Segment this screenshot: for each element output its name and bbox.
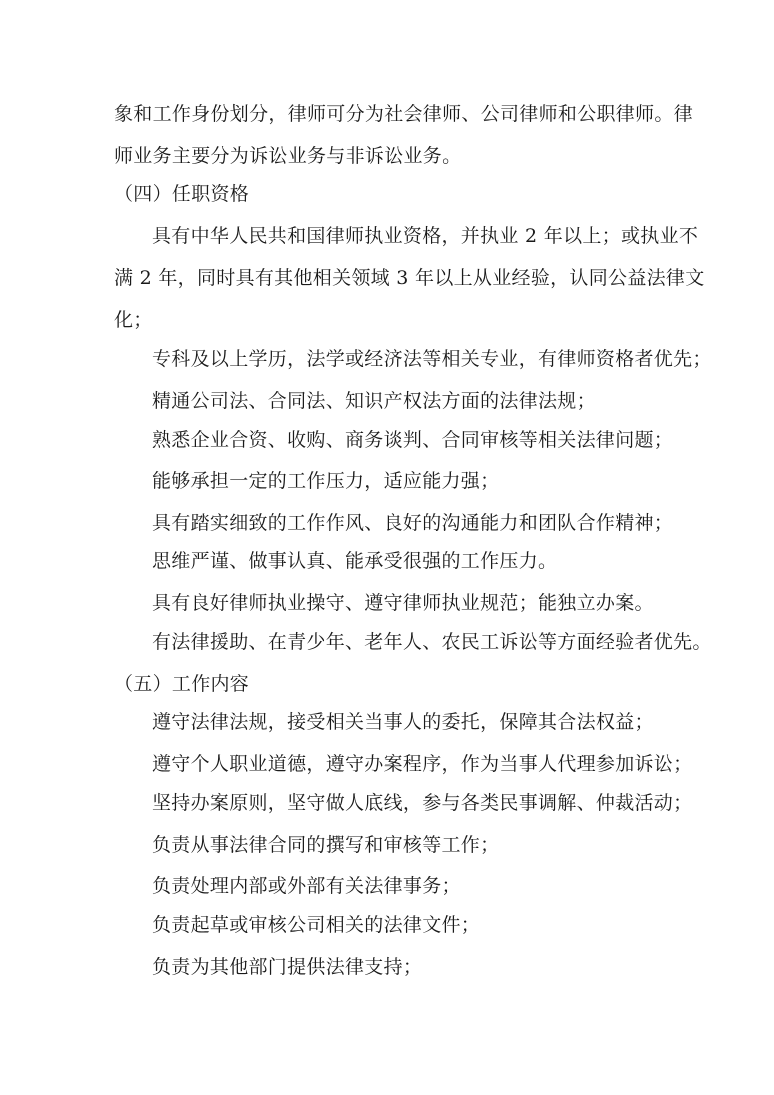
qualification-item: 有法律援助、在青少年、老年人、农民工诉讼等方面经验者优先。 bbox=[152, 631, 712, 653]
intro-line-1: 象和工作身份划分，律师可分为社会律师、公司律师和公职律师。律 bbox=[114, 103, 694, 125]
work-item: 负责从事法律合同的撰写和审核等工作； bbox=[152, 834, 500, 856]
intro-line-2: 师业务主要分为诉讼业务与非诉讼业务。 bbox=[114, 145, 462, 167]
qualification-main-line-2: 满 2 年，同时具有其他相关领域 3 年以上从业经验，认同公益法律文 bbox=[114, 267, 705, 289]
qualification-main-line-1: 具有中华人民共和国律师执业资格，并执业 2 年以上；或执业不 bbox=[152, 225, 699, 247]
work-item: 负责起草或审核公司相关的法律文件； bbox=[152, 914, 481, 936]
qualification-item: 具有踏实细致的工作作风、良好的沟通能力和团队合作精神； bbox=[152, 512, 674, 534]
work-item: 负责为其他部门提供法律支持； bbox=[152, 956, 423, 978]
qualification-item: 专科及以上学历，法学或经济法等相关专业，有律师资格者优先； bbox=[152, 348, 712, 370]
qualification-item: 具有良好律师执业操守、遵守律师执业规范；能独立办案。 bbox=[152, 592, 654, 614]
qualification-item: 思维严谨、做事认真、能承受很强的工作压力。 bbox=[152, 550, 558, 572]
work-item: 遵守法律法规，接受相关当事人的委托，保障其合法权益； bbox=[152, 711, 654, 733]
qualification-item: 精通公司法、合同法、知识产权法方面的法律法规； bbox=[152, 390, 596, 412]
qualification-item: 熟悉企业合资、收购、商务谈判、合同审核等相关法律问题； bbox=[152, 429, 674, 451]
work-item: 坚持办案原则，坚守做人底线，参与各类民事调解、仲裁活动； bbox=[152, 792, 693, 814]
qualification-main-line-3: 化； bbox=[114, 309, 153, 331]
work-item: 遵守个人职业道德，遵守办案程序，作为当事人代理参加诉讼； bbox=[152, 753, 693, 775]
section-heading-qualifications: （四）任职资格 bbox=[114, 183, 250, 205]
section-heading-work-content: （五）工作内容 bbox=[114, 673, 250, 695]
qualification-item: 能够承担一定的工作压力，适应能力强； bbox=[152, 470, 500, 492]
work-item: 负责处理内部或外部有关法律事务； bbox=[152, 875, 461, 897]
